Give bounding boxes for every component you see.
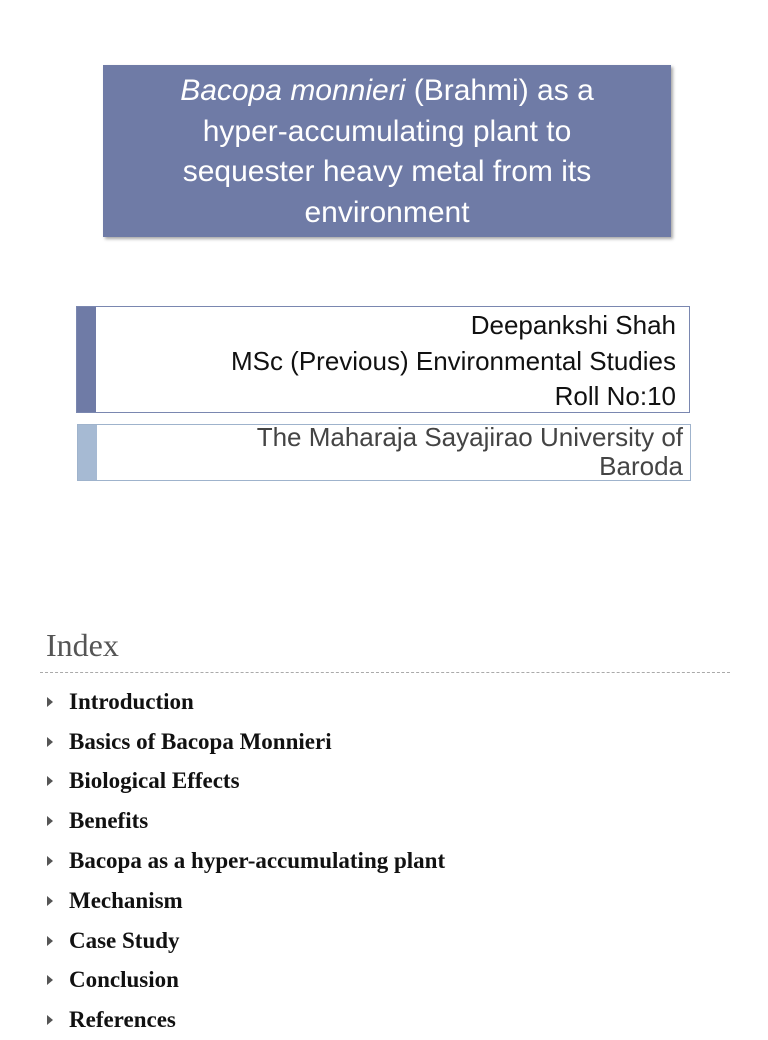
index-heading: Index [46,627,119,663]
title-line-1 [103,71,671,112]
title-italic: Bacopa monnieri [180,74,406,107]
index-item-conclusion [46,961,445,1001]
author-box [76,306,690,413]
bullet-arrow-icon [47,936,53,946]
university-accent-bar [78,425,97,480]
index-item-label: References [69,1007,176,1033]
title-line-4: environment [304,195,470,229]
index-item-label: Introduction [69,688,194,714]
bullet-arrow-icon [47,776,53,786]
index-item-biological-effects [46,762,445,802]
index-item-hyper-accumulating [46,841,445,881]
author-accent-bar [77,307,96,412]
index-item-basics [46,722,445,762]
author-text [231,308,676,415]
index-item-label: Biological Effects [69,768,240,794]
index-item-mechanism [46,881,445,921]
title-line-3: sequester heavy metal from its [182,155,592,188]
bullet-arrow-icon [47,975,53,985]
bullet-arrow-icon [47,737,53,747]
bullet-arrow-icon [47,816,53,826]
index-list [46,682,445,1040]
title-box [103,65,671,237]
index-item-case-study [46,921,445,961]
author-program: MSc (Previous) Environmental Studies [230,345,676,376]
title-line-2: hyper-accumulating plant to [202,114,572,148]
index-item-label: Bacopa as a hyper-accumulating plant [69,848,446,874]
author-name: Deepankshi Shah [470,310,676,340]
index-item-label: Mechanism [69,887,183,913]
index-item-label: Basics of Bacopa Monnieri [69,728,332,754]
index-item-label: Conclusion [69,967,179,993]
index-item-label: Benefits [69,808,149,834]
author-roll: Roll No:10 [554,381,676,411]
title-line-1-rest: (Brahmi) as a [405,74,594,107]
index-item-benefits [46,801,445,841]
bullet-arrow-icon [47,856,53,866]
index-item-references [46,1000,445,1040]
university-box [77,424,691,481]
bullet-arrow-icon [47,697,53,707]
university-line-2: Baroda [599,450,683,481]
bullet-arrow-icon [47,896,53,906]
university-line-1: The Maharaja Sayajirao University of [256,422,683,452]
index-item-label: Case Study [69,927,180,953]
index-divider [40,672,730,673]
index-item-introduction [46,682,445,722]
university-text [257,423,683,480]
